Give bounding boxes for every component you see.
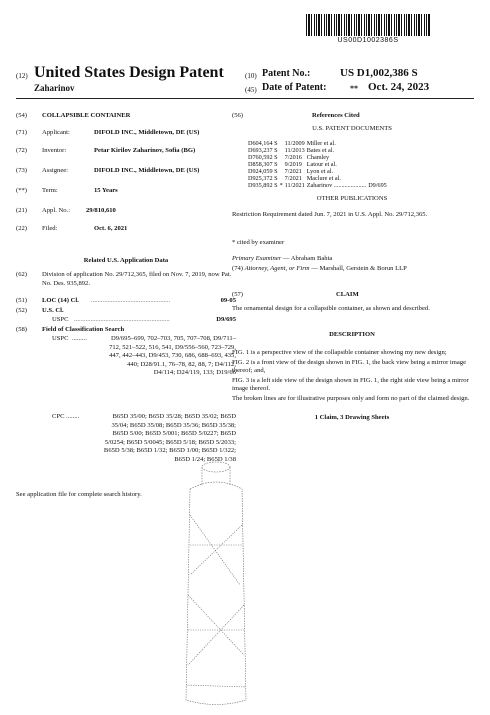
barcode-number: US00D1002386S [337, 37, 399, 44]
ref-class [368, 161, 389, 168]
ref-name: Chamley [306, 154, 330, 161]
reference-row [248, 140, 389, 147]
patent-date: Oct. 24, 2023 [368, 81, 430, 93]
claims-summary: 1 Claim, 3 Drawing Sheets [314, 413, 390, 421]
reference-row [248, 147, 389, 154]
ref-class [368, 168, 389, 175]
ref-date: 7/2021 [284, 168, 302, 175]
field-title: (54) COLLAPSIBLE CONTAINER [16, 112, 131, 119]
right-column: (56) References Cited U.S. PATENT DOCUMENTS D604,164 S 11/2009 Miller et al. D693,237 S 11/2013 Bates et al. D760,592 S 7/2016 Chamley D858,307 S 9/2019 Latour et al. D924,059 S 7/2021 Lyon et al. D925,372 S 7/2021 Maclure et al. D935,892 S * 11/2021 Zaharinov ..................... D9/695 OTHER PUBLICATIONS Restriction Requirement dated Jun. 7, 2021 in U.S. Appl. No. 29/712,365. * cited by examiner Primary Examiner — Abraham Bahta (74) Attorney, Agent, or Firm — Marshall, Gerstein & Borun LLP (57) CLAIM The ornamental design for a collapsible container, as shown and described. DESCRIPTION FIG. 1 is a perspective view of the collapsible container showing my new design; FIG. 2 is a front view of the design shown in FIG. 1, the back view being a mirror image thereof; and, FIG. 3 is a left side view of the design shown in FIG. 1, the right side view being a mirror image thereof. The broken lines are for illustrative purposes only and form no part of the claimed design. 1 Claim, 3 Drawing Sheets [232, 112, 472, 422]
field-filed: (22) Filed: Oct. 6, 2021 [16, 225, 128, 232]
ref-number: D924,059 S [248, 168, 278, 175]
code-10: (10) [245, 72, 257, 80]
assignee-value: DIFOLD INC., Middletown, DE (US) [94, 167, 200, 174]
patent-number: US D1,002,386 S [340, 67, 418, 79]
applicant-value: DIFOLD INC., Middletown, DE (US) [94, 129, 200, 136]
ref-name: Bates et al. [306, 147, 335, 154]
loc-value: 09-05 [220, 297, 236, 304]
field-assignee: (73) Assignee: DIFOLD INC., Middletown, DE (US) [16, 167, 200, 174]
inventor-surname: Zaharinov [34, 83, 75, 93]
claim-text: The ornamental design for a collapsible container, as shown and described. [232, 305, 430, 312]
references-table [248, 140, 389, 189]
reference-row [248, 154, 389, 161]
inventor-value: Petar Kirilov Zaharinov, Sofia (BG) [94, 147, 196, 154]
search-history-note: See application file for complete search history. [16, 491, 142, 498]
barcode [306, 14, 430, 36]
attorney: (74) Attorney, Agent, or Firm — Marshall, Gerstein & Borun LLP [232, 265, 407, 272]
code-45: (45) [245, 86, 257, 94]
ref-number: D760,592 S [248, 154, 278, 161]
ref-class [368, 147, 389, 154]
field-term: (**) Term: 15 Years [16, 187, 118, 194]
description-heading: DESCRIPTION [329, 331, 375, 338]
other-pubs-heading: OTHER PUBLICATIONS [316, 195, 388, 202]
ref-name: Zaharinov ..................... [306, 182, 367, 189]
ref-class [368, 140, 389, 147]
other-publication: Restriction Requirement dated Jun. 7, 2021 in U.S. Appl. No. 29/712,365. [232, 211, 428, 218]
ref-star: * [279, 182, 283, 189]
ref-class: D9/695 [368, 182, 387, 189]
ref-number: D604,164 S [248, 140, 278, 147]
us-class: (52) U.S. Cl. [16, 307, 64, 314]
uspc-search: USPC ......... D9/695–699, 702–703, 705, 707–708, D9/711–712, 521–522, 516, 541, D9/556–560, 723–729, 447, 442–443, D9/453, 730, 686, 688–693, 435, 440; D28/91.1, 76–78, 82, 88, 7; D4/112, D4/114; D24/119, 133; D19/66 [52, 335, 236, 377]
ref-date: 7/2021 [284, 175, 302, 182]
ref-number: D693,237 S [248, 147, 278, 154]
claim-heading: CLAIM [336, 291, 359, 298]
field-of-search: (58) Field of Classification Search [16, 326, 125, 333]
ref-date: 11/2013 [284, 147, 305, 154]
patent-type-title: United States Design Patent [34, 64, 224, 81]
left-column [16, 112, 236, 501]
ref-class [368, 175, 389, 182]
code-12: (12) [16, 72, 28, 80]
filed-value: Oct. 6, 2021 [94, 225, 128, 232]
cpc-search-list: B65D 35/00; B65D 35/28; B65D 35/02; B65D 35/04; B65D 35/08; B65D 35/36; B65D 35/38; B65D 5/00; B65D 5/001; B65D 5/0227; B65D 5/0254; B65D 5/0045; B65D 5/18; B65D 5/2033; B65D 5/38; B65D 1/32; B65D 1/00; B65D 1/322; B65D 1/24; B65D 1/38 [103, 413, 236, 463]
field-appl-no: (21) Appl. No.: 29/810,610 [16, 207, 116, 214]
related-heading: Related U.S. Application Data [83, 257, 169, 264]
ref-name: Maclure et al. [306, 175, 341, 182]
uspc-class: USPC .......................................................... D9/695 [52, 316, 236, 323]
us-docs-heading: U.S. PATENT DOCUMENTS [312, 125, 392, 132]
ref-date: 11/2021 [284, 182, 305, 189]
uspc-search-list: D9/695–699, 702–703, 705, 707–708, D9/711–712, 521–522, 516, 541, D9/556–560, 723–729, 447, 442–443, D9/453, 730, 686, 688–693, 435, 440; D28/91.1, 76–78, 82, 88, 7; D4/112, D4/114; D24/119, 133; D19/66 [109, 335, 236, 377]
description-text: FIG. 1 is a perspective view of the collapsible container showing my new design; FIG. 2 is a front view of the design shown in FIG. 1, the back view being a mirror image thereof; and, FIG. 3 is a left side view of the design shown in FIG. 1, the right side view being a mirror image thereof. The broken lines are for illustrative purposes only and form no part of the claimed design. [232, 349, 470, 402]
reference-row [248, 161, 389, 168]
field-inventor: (72) Inventor: Petar Kirilov Zaharinov, Sofia (BG) [16, 147, 196, 154]
ref-date: 7/2016 [284, 154, 302, 161]
ref-number: D858,307 S [248, 161, 278, 168]
header-divider [16, 98, 474, 99]
term-value: 15 Years [94, 187, 118, 194]
loc-class: (51) LOC (14) Cl. ................................................ 09-05 [16, 297, 236, 304]
ref-number: D935,892 S [248, 182, 278, 189]
ref-date: 9/2019 [284, 161, 302, 168]
date-label: Date of Patent: [262, 82, 327, 93]
cited-by-examiner: * cited by examiner [232, 239, 285, 246]
date-stars: ** [350, 84, 358, 93]
ref-number: D925,372 S [248, 175, 278, 182]
field-applicant: (71) Applicant: DIFOLD INC., Middletown, DE (US) [16, 129, 200, 136]
reference-row [248, 168, 389, 175]
uspc-value: D9/695 [216, 316, 236, 323]
reference-row [248, 182, 389, 189]
patent-no-label: Patent No.: [262, 68, 311, 79]
ref-name: Miller et al. [306, 140, 336, 147]
appl-no-value: 29/810,610 [86, 207, 116, 214]
ref-name: Latour et al. [306, 161, 337, 168]
ref-date: 11/2009 [284, 140, 305, 147]
refs-heading: References Cited [312, 112, 360, 119]
ref-name: Lyon et al. [306, 168, 334, 175]
primary-examiner: Primary Examiner — Abraham Bahta [232, 255, 333, 262]
division-entry: (62) Division of application No. 29/712,365, filed on Nov. 7, 2019, now Pat. No. Des. 935,892. [16, 271, 232, 287]
container-drawing [180, 455, 330, 710]
ref-class [368, 154, 389, 161]
reference-row [248, 175, 389, 182]
cpc-search: CPC ........ B65D 35/00; B65D 35/28; B65D 35/02; B65D 35/04; B65D 35/08; B65D 35/36; B65D 35/38; B65D 5/00; B65D 5/001; B65D 5/0227; B65D 5/0254; B65D 5/0045; B65D 5/18; B65D 5/2033; B65D 5/38; B65D 1/32; B65D 1/00; B65D 1/322; B65D 1/24; B65D 1/38 [52, 413, 236, 463]
